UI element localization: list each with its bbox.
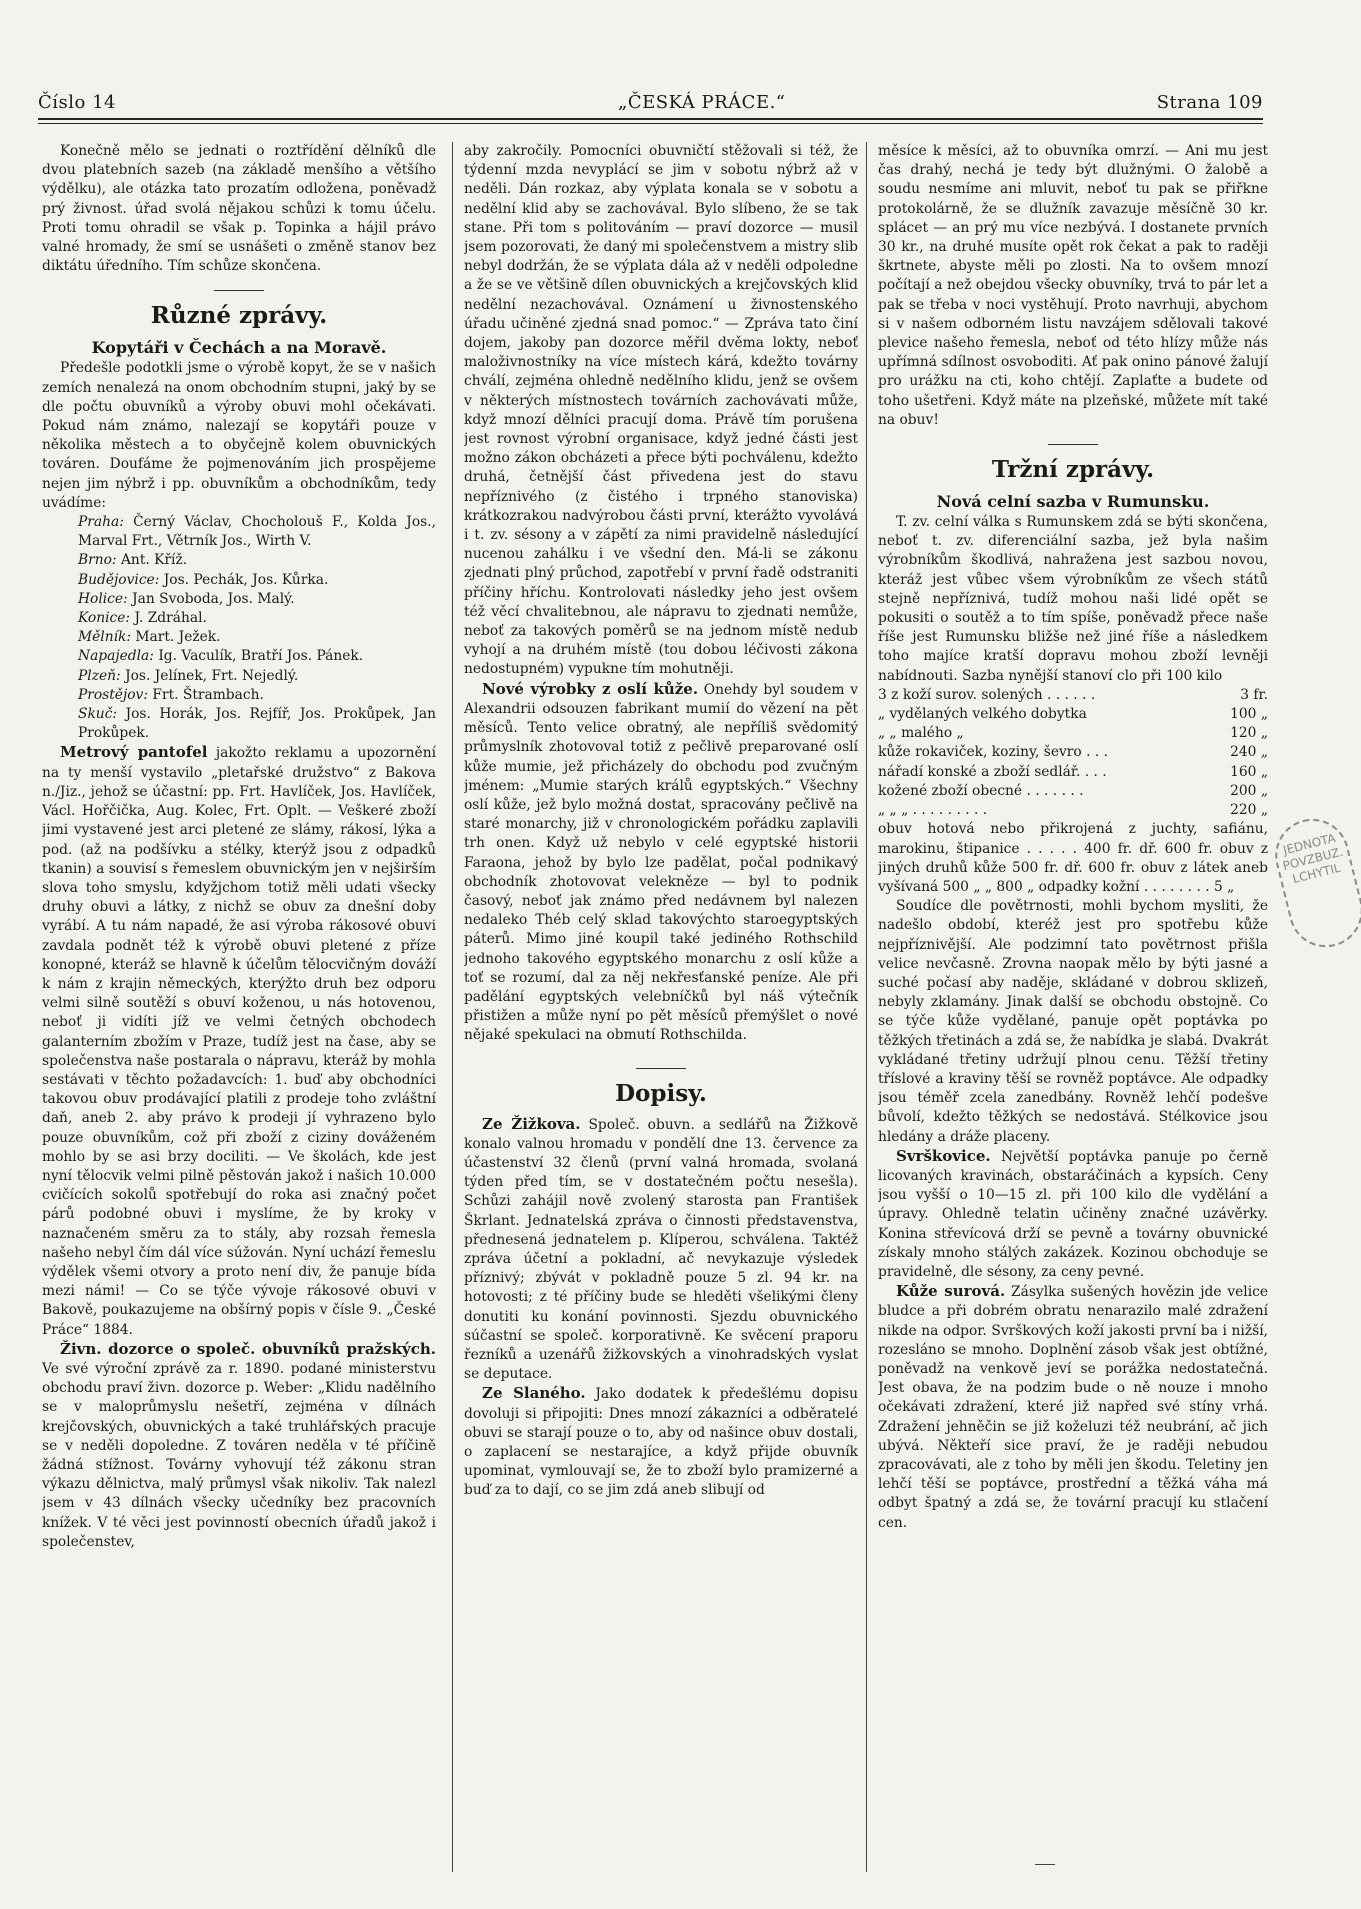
issue-number: Číslo 14 bbox=[38, 92, 116, 113]
city-names-list: Mart. Ježek. bbox=[135, 629, 221, 646]
tariff-item: „ vydělaných velkého dobytka bbox=[878, 706, 1087, 723]
journal-title: „ČESKÁ PRÁCE.“ bbox=[618, 92, 786, 113]
table-row bbox=[878, 743, 1268, 762]
article-heading-celni-sazba: Nová celní sazba v Rumunsku. bbox=[936, 492, 1210, 512]
paragraph: obuv hotová nebo přikrojená z juchty, safiánu, marokinu, štipanice . . . . . 400 fr. dř. 600 fr. obuv z jiných druhů kůže 500 fr. dř. 600 fr. obuv z látek aneb vyšívaná 500 „ „ 800 „ odpadky kožní . . . . . . . . 5 „ bbox=[878, 821, 1268, 895]
paragraph bbox=[878, 1282, 1268, 1533]
tariff-item: „ „ malého „ bbox=[878, 725, 964, 742]
paragraph-text: Onehdy byl soudem v Alexandrii odsouzen fabrikant mumií do vězení na pět měsíců. Tento velice obratný, ale nepříliš svědomitý průmyslník zhotovoval totiž z pečlivě preparované oslí kůže mumie, jež přicházely do obchodu pod zvučným jménem: „Mumie starých králů egyptských.“ Všechny oslí kůže, jež bylo možná dostat, spracovány pečlivě na staré monarchy, již v chronologickém pořádku zaplavili trh onen. Když už nebylo v celé egyptské historii Faraona, jehož by bylo lze padělat, počal podnikavý obchodník zhotovovat velekněze — byl to podnik časový, neboť jak známo před nedávnem byl nalezen nedaleko Théb celý sklad takovýchto staroegyptských páterů. Mimo jiné koupil také jediného Rothschild jednoho takového egyptského monarchu z oslí kůže a toť se rozumí, dal za něj nekřesťanské peníze. Ale při padělání egyptských velebníčků byl náš výtečník přistižen a může nyní po pět měsíců přemýšlet o nové nějaké spekulaci na obmutí Rothschilda. bbox=[464, 681, 858, 1044]
lead-nove-vyrobky: Nové výrobky z oslí kůže. bbox=[482, 679, 699, 698]
lead-svrskovice: Svrškovice. bbox=[896, 1146, 991, 1165]
column-1 bbox=[42, 142, 436, 1882]
paragraph-text: Zásylka sušených hovězin jde velice bludce a při dobrém obratu nenarazilo malé zdražení nikde na odpor. Svrškových koží jakosti první ba i nižší, rozesláno se mnoho. Doplnění zásob však jest obtížné, poněvadž na venkově jeví se porážka nedostatečná. Jest obava, že na podzim bude o ně nouze i mnoho očekávati zdražení, které již napřed své stíny vrhá. Zdražení jehněčin se již koželuzi též neubrání, ač jich ubývá. Někteří sice praví, že je raději nebudou zpracovávati, ale z toho by měli jen škodu. Teletiny jen lehčí těší se poptávce, prostřední a těžká váha má odbyt špatný a zdá se, že tovární pracují ku stlačení cen. bbox=[878, 1284, 1268, 1531]
city-entry bbox=[42, 705, 436, 743]
table-row bbox=[878, 763, 1268, 782]
city-name: Plzeň: bbox=[78, 667, 121, 684]
column-3 bbox=[878, 142, 1268, 1882]
paragraph-text: Ve své výroční zprávě za r. 1890. podané ministerstvu obchodu praví živn. dozorce p. Weber: „Klidu nadělního se v maloprůmyslu nešetří, zejména v dílnách krejčovských, obuvnických a také truhlářských pracuje se v neděli dopoledne. Z továren neděla v té příčině žádná stížnost. Továrny vyhovují též zákonu stran výkazu dělnictva, malý průmysl však nikoliv. Tak nalezl jsem v 43 dílnách všecky učedníky bez pracovních knížek. V té věci jest povinností obecních úřadů jakož i společenstev, bbox=[42, 1360, 436, 1550]
footer-mark bbox=[1035, 1864, 1055, 1865]
column-separator bbox=[452, 142, 453, 1872]
paragraph: aby zakročily. Pomocníci obuvničtí stěžovali si též, že týdenní mzda nevyplácí se jim v sobotu nýbrž až v neděli. Dán rozkaz, aby výplata konala se v sobotu a nedělní klid aby se zachovával. Bylo slíbeno, že se tak stane. Při tom s politováním — praví dozorce — musil jsem pozorovati, že daný mi společenstvem a mistry slib nebyl dodržán, že se výplata dála až v neděli odpoledne a že se ve většině dílen obuvnických a krejčovských klid nedělní nezachovával. Oznámení u živnostenského úřadu učiněné zjedná snad pomoc.“ — Zpráva tato činí dojem, jakoby pan dozorce měřil dvěma lokty, neboť maloživnostníky na více místech kárá, kdežto továrny chválí, zejména ohledně nedělního klidu, jenž se ovšem v některých místnostech továrních zachovávati může, když mnozí dělníci pracují doma. Právě tím porušena jest rovnost výrobní organisace, když jedné části jest možno zákon obcházeti a přece býti pochválenu, kdežto druhá, četnější část přivedena jest do stavu nepříznivého (z čistého i trpného stanoviska) krátkozrakou nadvýrobou části první, kterážto vyvolává i t. zv. sésony a v zápětí za nimi pravidelně následující nucenou zahálku i ve všední den. Má-li se zákonu zjednati plný průchod, zapotřebí v první řadě odstraniti příčiny hříchu. Kontrolovati následky jeho jest ovšem též věcí chvalitebnou, ale nápravu to zjednati nemůže, neboť za takových poměrů se na jednom místě nedub vyhojí a na druhém místě (tou dobou léčivosti zákona nedostupném) vypukne tím mohutněji. bbox=[464, 143, 858, 678]
city-names-list: Černý Václav, Chocholouš F., Kolda Jos., Marval Frt., Větrník Jos., Wirth V. bbox=[78, 514, 436, 550]
city-name: Napajedla: bbox=[78, 648, 154, 665]
header-rule-thin bbox=[38, 123, 1263, 124]
column-separator bbox=[866, 142, 867, 1872]
city-names-list: Ant. Kříž. bbox=[120, 552, 188, 569]
library-stamp: JEDNOTA POVZBUZ. LCHYTIL bbox=[1267, 811, 1361, 955]
paragraph-text: jakožto reklamu a upozornění na ty menší vystavilo „pletařské družstvo“ z Bakova n./Jiz., jehož se účastní: pp. Frt. Havlíček, Jos. Havlíček, Václ. Hořčička, Aug. Kolec, Frt. Oplt. — Veškeré zboží jimi vystavené jest arci pletené ze slámy, rákosí, lýka a pod. (až na podšívku a stélky, kterýž jsou z odpadků tkanin) a souvisí s řemeslem obuvnickým jen v nejširším slova toho smyslu, kdyžjchom totiž měli udati všecky druhy obuvi a látky, z nichž se obuv za dnešní doby vyrábí. A tu nám napadé, že asi výroba rákosové obuvi zavdala podnět též k výrobě obuvi pletené z příze konopné, kteráž se hlavně k účelům tělocvičným dováží k nám z krajin německých, kterýžto druh bez odporu velmi silně soutěží s obuví koženou, u nás hotovenou, neboť ji vidíti jíž ve velmi četných obchodech galanterním zbožím v Praze, tudíž jest na čase, aby se společenstva naše postarala o nápravu, kteráž by mohla sestávati v těchto požadavcích: 1. buď aby obchodníci takovou obuv prodávající platili z prodeje toho zvláštní daň, aneb 2. aby právo k prodeji jí vyhrazeno bylo pouze obuvníkům, což při zboží z ciziny dováženém mohlo by se asi brzy dociliti. — Ve školách, kde jest nyní tělocvik velmi pilně pěstován jakož i našich 10.000 cvičících sokolů spotřebují do roka asi značný počet párů podobné obuvi i myslíme, že by kroky v naznačeném směru za to stály, aby rozsah řemesla našeho nebyl čím dál více súžován. Nyní uchází řemeslu výdělek všemi otvory a proto není div, že panuje bída mezi námi! — Co se týče vývoje rákosové obuvi v Bakově, poukazujeme na obšírný popis v čísle 9. „České Práce“ 1884. bbox=[42, 745, 436, 1338]
section-title-dopisy: Dopisy. bbox=[615, 1079, 707, 1107]
city-names-list: J. Zdráhal. bbox=[134, 610, 207, 627]
lead-kuze-surova: Kůže surová. bbox=[896, 1282, 1006, 1301]
city-names-list: Jos. Horák, Jos. Rejfíř, Jos. Prokůpek, Jan Prokůpek. bbox=[78, 706, 436, 742]
city-name: Holice: bbox=[78, 590, 128, 607]
lead-metrovy-pantofel: Metrový pantofel bbox=[60, 743, 208, 762]
city-names-list: Jan Svoboda, Jos. Malý. bbox=[132, 590, 295, 607]
section-title-trzni-zpravy: Tržní zprávy. bbox=[991, 456, 1155, 484]
paragraph: Konečně mělo se jednati o roztřídění dělníků dle dvou platebních sazeb (na základě menšího a většího výdělku), ale otázka tato prozatím odložena, poněvadž prý živnost. úřad svolá nějakou schůzi k tomu účelu. Proti tomu ohradil se však p. Topinka a hájil právo valné hromady, že smí se usnášeti o změně stanov bez diktátu úředního. Tím schůze skončena. bbox=[42, 143, 436, 275]
page-number: Strana 109 bbox=[1156, 92, 1263, 113]
divider bbox=[1048, 444, 1098, 445]
city-name: Mělník: bbox=[78, 629, 132, 646]
table-row bbox=[878, 686, 1268, 705]
city-name: Konice: bbox=[78, 610, 131, 627]
lead-zivn-dozorce: Živn. dozorce o společ. obuvníků pražských. bbox=[60, 1339, 436, 1358]
table-row bbox=[878, 705, 1268, 724]
article-heading-kopytari: Kopytáři v Čechách a na Moravě. bbox=[91, 338, 387, 358]
lead-ze-zizkova: Ze Žižkova. bbox=[482, 1114, 581, 1133]
city-names-list: Frt. Štrambach. bbox=[152, 686, 264, 703]
tariff-item: „ „ „ . . . . . . . . . bbox=[878, 802, 988, 819]
city-entry bbox=[42, 551, 436, 570]
city-name: Budějovice: bbox=[78, 571, 160, 588]
city-name: Prostějov: bbox=[78, 686, 149, 703]
paragraph-text: Jako dodatek k předešlému dopisu dovoluji si připojiti: Dnes mnozí zákazníci a odběratelé obuvi se starají pouze o to, aby od našince obuv dostali, o zaplacení se nestarajíce, a když přijde obuvník upominat, vymlouvají se, že to zboží bylo pramizerné a buď za to dají, co se jim zdá aneb slibují od bbox=[464, 1386, 858, 1499]
city-entry bbox=[42, 571, 436, 590]
paragraph bbox=[42, 743, 436, 1339]
paragraph-text: Největší poptávka panuje po černě licovaných kravinách, obstaráčinách a kypsích. Ceny jsou vyšší o 10—15 zl. při 100 kilo dle vydělání a úpravy. Ohledně telatin učiněny značné uzávěrky. Konina střevícová drží se pevně a továrny obuvnické získaly mnoho stálých zakázek. Kozinou obchoduje se pravidelně, dle sésony, za ceny pevné. bbox=[878, 1148, 1268, 1280]
city-names-list: Jos. Jelínek, Frt. Nejedlý. bbox=[125, 667, 299, 684]
paragraph: Soudíce dle povětrnosti, mohli bychom mysliti, že nadešlo období, kteréž jest pro spotřebu kůže nejpříznivější. Ale podzimní tato povětrnost přišla velice nevčasně. Zrovna naopak mělo by býti jasné a suché počasí aby naděje, skládané v dobrou sklizeň, nebyly zklamány. Jinak další se obchodu obstojně. Co se týče kůže vydělané, panuje opět poptávka po těžkých třetinách a zdá se, že nabídka je slabá. Dvakrát vykládané třetiny udržují plnou cenu. Těžší třetiny tříslové a kraviny těší se rovněž poptávce. Ale odpadky jsou téměř zcela zanedbány. Rovněž lehčí podešve bůvolí, kdežto těžkých se nedostává. Stélkovice jsou hledány a dráže placeny. bbox=[878, 898, 1268, 1145]
city-names-list: Ig. Vaculík, Bratří Jos. Pánek. bbox=[158, 648, 364, 665]
paragraph: Předešle podotkli jsme o výrobě kopyt, že se v našich zemích nenalezá na onom obchodním stupni, jaký by se dle počtu obuvníků a výroby obuvi mohl očekávati. Pokud nám známo, nalezají se kopytáři pouze v několika městech a to obyčejně kolem obuvnických továren. Doufáme že pojmenováním jich prospějeme nejen jim nýbrž i pp. obuvníkům a obchodníkům, tedy uvádíme: bbox=[42, 360, 436, 511]
divider bbox=[636, 1068, 686, 1069]
table-row bbox=[878, 724, 1268, 743]
tariff-value: 100 „ bbox=[1230, 706, 1268, 723]
tariff-value: 200 „ bbox=[1230, 782, 1268, 799]
section-title-ruzne-zpravy: Různé zprávy. bbox=[150, 302, 328, 330]
tariff-value: 160 „ bbox=[1230, 763, 1268, 780]
tariff-item: 3 z koží surov. solených . . . . . . bbox=[878, 686, 1096, 703]
city-name: Praha: bbox=[78, 514, 124, 531]
city-entry bbox=[42, 609, 436, 628]
tariff-item: kožené zboží obecné . . . . . . . bbox=[878, 782, 1084, 799]
paragraph bbox=[464, 1115, 858, 1385]
paragraph: T. zv. celní válka s Rumunskem zdá se býti skončena, neboť t. zv. diferenciální sazba, jež byla našim výrobníkům škodlivá, nahražena jest sazbou novou, kteráž jest vůbec všem výrobníkům ze všech států stejně nepříznivá, tudíž mohou naši lidé opět se pokusiti o soutěž a to tím spíše, poněvadž přece naše říše jest Rumunsku bližše než jiné říše a následkem toho majíce kratší dopravu mohou zboží levněji nabídnouti. Sazba nynější stanoví clo při 100 kilo bbox=[878, 514, 1268, 684]
table-row bbox=[878, 801, 1268, 820]
tariff-item: kůže rokaviček, koziny, ševro . . . bbox=[878, 744, 1109, 761]
city-list bbox=[42, 513, 436, 743]
paragraph bbox=[878, 1147, 1268, 1282]
tariff-value: 220 „ bbox=[1230, 802, 1268, 819]
lead-ze-slaneho: Ze Slaného. bbox=[482, 1384, 586, 1403]
city-entry bbox=[42, 647, 436, 666]
city-name: Skuč: bbox=[78, 706, 118, 723]
page-header bbox=[38, 88, 1263, 118]
city-entry bbox=[42, 628, 436, 647]
column-2 bbox=[464, 142, 858, 1882]
paragraph: měsíce k měsíci, až to obuvníka omrzí. — Ani mu jest čas drahý, nechá je tedy být dlužnými. O žalobě a soudu nesmíme ani mluvit, neboť tu pak se přiřkne protokolárně, že se dlužník zavazuje měsíčně 30 kr. splácet — an prý mu více nezbývá. I dostanete prvních 30 kr., na druhé musíte opět rok čekat a pak to raději škrtnete, abyste měli po zlosti. Na to ovšem mnozí počítají a než obejdou všecky obuvníky, trvá to pár let a pak se třeba v noci vystěhují. Proto navrhuji, abychom si v našem odborném listu navzájem sdělovali takové plevice našeho řemesla, neboť od této hlízy může nás upřímná sdílnost osvoboditi. Ať pak onino pánové žalují pro urážku na cti, koho chtějí. Zaplaťte a budete od toho ušetřeni. Když máte na plzeňské, můžete mít také na obuv! bbox=[878, 143, 1268, 428]
header-rule bbox=[38, 118, 1263, 120]
city-entry bbox=[42, 686, 436, 705]
city-entry bbox=[42, 590, 436, 609]
paragraph-text: Společ. obuvn. a sedlářů na Žižkově konalo valnou hromadu v pondělí dne 13. července za účastenství 32 členů (první valná hromada, svolaná týden před tím, se v dostatečném počtu nesešla). Schůzi zahájil nově zvolený starosta pan František Škrlant. Jednatelská zpráva o činnosti představenstva, přednesená jednatelem p. Klíperou, schválena. Taktéž zpráva účetní a pokladní, ač nevykazuje výsledek příznivý; zbývát v pokladně pouze 5 zl. 94 kr. na hotovosti; z té příčiny bude se hleděti všelikými členy donutiti ku konání povinnosti. Sjezdu obuvnického súčastní se společ. korporativně. Ke svěcení praporu řezníků a uzenářů žižkovských a vinohradských vyslat se deputace. bbox=[464, 1116, 858, 1383]
city-entry bbox=[42, 667, 436, 686]
tariff-table bbox=[878, 686, 1268, 820]
divider bbox=[214, 290, 264, 291]
tariff-item: nářadí konské a zboží sedlář. . . . bbox=[878, 763, 1107, 780]
city-names-list: Jos. Pechák, Jos. Kůrka. bbox=[163, 571, 329, 588]
table-row bbox=[878, 782, 1268, 801]
paragraph bbox=[464, 680, 858, 1046]
tariff-value: 3 fr. bbox=[1240, 686, 1268, 703]
tariff-value: 240 „ bbox=[1230, 744, 1268, 761]
paragraph bbox=[42, 1340, 436, 1552]
tariff-value: 120 „ bbox=[1230, 725, 1268, 742]
city-name: Brno: bbox=[78, 552, 117, 569]
city-entry bbox=[42, 513, 436, 551]
paragraph bbox=[464, 1384, 858, 1500]
